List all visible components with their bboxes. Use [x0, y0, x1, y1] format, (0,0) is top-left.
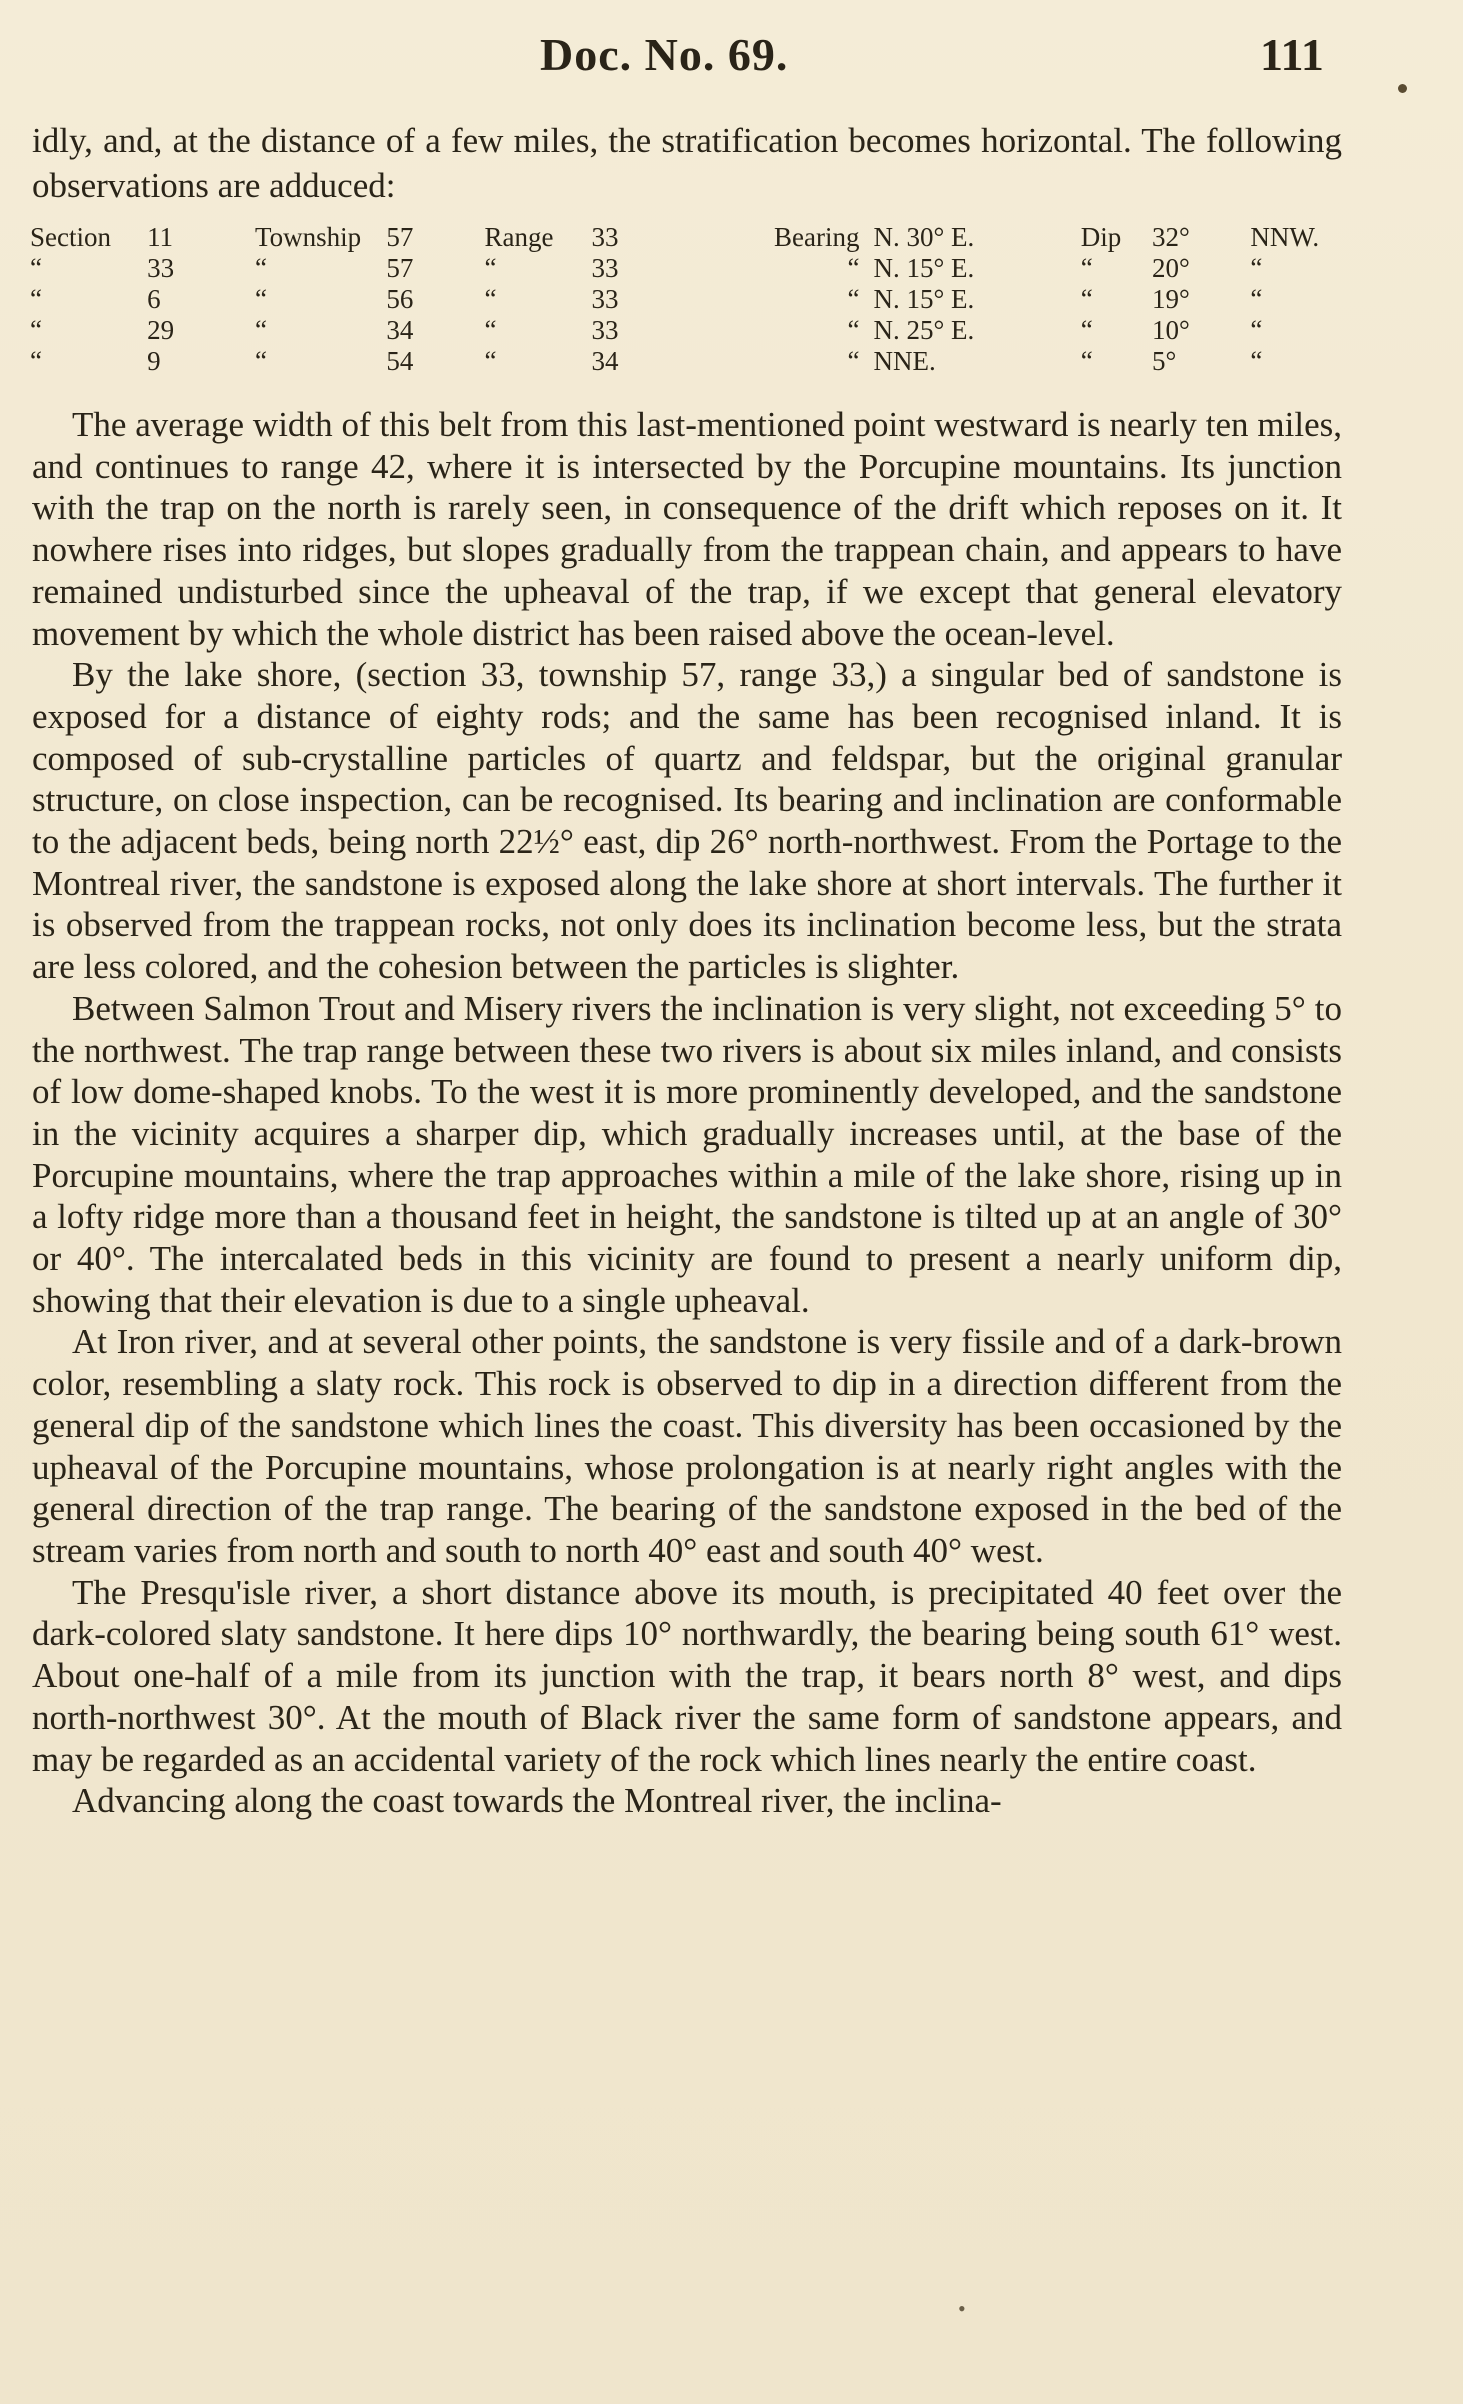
section-label: Section [30, 222, 111, 252]
bearing-value: N. 30° E. [873, 222, 975, 252]
dip-value: 5° [1151, 346, 1177, 376]
dip-direction: “ [1250, 284, 1263, 314]
section-value: 29 [147, 315, 175, 345]
section-label: “ [30, 253, 42, 283]
section-value: 11 [147, 222, 174, 252]
section-value: 33 [147, 253, 175, 283]
township-value: 54 [386, 346, 414, 376]
dip-direction: NNW. [1250, 222, 1320, 252]
dip-label: “ [1080, 346, 1093, 376]
page-header [0, 22, 1463, 92]
dip-value: 20° [1151, 253, 1190, 283]
bearing-label: “ [847, 284, 860, 314]
table-row [30, 253, 1340, 284]
township-label: Township [254, 222, 362, 252]
page-number: 111 [1260, 29, 1324, 80]
dip-label: “ [1080, 253, 1093, 283]
bearing-label: “ [847, 253, 860, 283]
dip-value: 10° [1151, 315, 1190, 345]
section-value: 9 [147, 346, 161, 376]
bearing-label: “ [847, 315, 860, 345]
bearing-value: N. 25° E. [873, 315, 975, 345]
dip-direction: “ [1250, 253, 1263, 283]
body-text [32, 404, 1342, 1822]
range-label: “ [484, 346, 497, 376]
bearing-label: Bearing [774, 222, 860, 252]
paragraph: Between Salmon Trout and Misery rivers the inclination is very slight, not exceeding 5° to the northwest. The trap range between these two rivers is about six miles inland, and consists of low dome-shaped knobs. To the west it is more prominently developed, and the sandstone in the vicinity acquires a sharper dip, which gradually increases until, at the base of the Porcupine mountains, where the trap approaches within a mile of the lake shore, rising up in a lofty ridge more than a thousand feet in height, the sandstone is tilted up at an angle of 30° or 40°. The intercalated beds in this vicinity are found to present a nearly uniform dip, showing that their elevation is due to a single upheaval. [32, 988, 1342, 1320]
footer-mark: • [958, 2296, 966, 2321]
township-value: 57 [386, 253, 414, 283]
paragraph: At Iron river, and at several other points, the sandstone is very fissile and of a dark-brown color, resembling a slaty rock. This rock is observed to dip in a direction different from the general dip of the sandstone which lines the coast. This diversity has been occasioned by the upheaval of the Porcupine mountains, whose prolongation is at nearly right angles with the general direction of the trap range. The bearing of the sandstone exposed in the bed of the stream varies from north and south to north 40° east and south 40° west. [32, 1322, 1342, 1570]
dip-label: Dip [1080, 222, 1122, 252]
bearing-value: N. 15° E. [873, 253, 975, 283]
section-value: 6 [147, 284, 161, 314]
table-row [30, 315, 1340, 346]
table-row [30, 284, 1340, 315]
range-value: 33 [591, 222, 619, 252]
bearing-value: NNE. [873, 346, 936, 376]
township-label: “ [254, 253, 267, 283]
dip-label: “ [1080, 284, 1093, 314]
dip-value: 32° [1151, 222, 1190, 252]
paragraph: Advancing along the coast towards the Montreal river, the inclina- [72, 1781, 1002, 1821]
dip-direction: “ [1250, 346, 1263, 376]
section-label: “ [30, 284, 42, 314]
bearing-value: N. 15° E. [873, 284, 975, 314]
township-label: “ [254, 346, 267, 376]
range-label: “ [484, 253, 497, 283]
dip-value: 19° [1151, 284, 1190, 314]
document-title: Doc. No. 69. [540, 29, 789, 80]
range-label: Range [484, 222, 554, 252]
township-label: “ [254, 284, 267, 314]
paragraph: The average width of this belt from this last-mentioned point westward is nearly ten miles, and continues to range 42, where it is intersected by the Porcupine mountains. Its junction with the trap on the north is rarely seen, in consequence of the drift which reposes on it. It nowhere rises into ridges, but slopes gradually from the trappean chain, and appears to have remained undisturbed since the upheaval of the trap, if we except that general elevatory movement by which the whole district has been raised above the ocean-level. [32, 405, 1342, 653]
table-row [30, 222, 1340, 253]
ink-speck [1398, 84, 1407, 93]
observations-table [30, 222, 1340, 377]
range-label: “ [484, 315, 497, 345]
dip-direction: “ [1250, 315, 1263, 345]
section-label: “ [30, 315, 42, 345]
township-value: 56 [386, 284, 414, 314]
township-label: “ [254, 315, 267, 345]
range-value: 33 [591, 315, 619, 345]
table-row [30, 346, 1340, 377]
bearing-label: “ [847, 346, 860, 376]
range-value: 33 [591, 284, 619, 314]
range-label: “ [484, 284, 497, 314]
township-value: 34 [386, 315, 414, 345]
paragraph: The Presqu'isle river, a short distance above its mouth, is precipitated 40 feet over the dark-colored slaty sandstone. It here dips 10° northwardly, the bearing being south 61° west. About one-half of a mile from its junction with the trap, it bears north 8° west, and dips north-northwest 30°. At the mouth of Black river the same form of sandstone appears, and may be regarded as an accidental variety of the rock which lines nearly the entire coast. [32, 1572, 1342, 1779]
intro-paragraph: idly, and, at the distance of a few miles, the stratification becomes horizontal. The following observations are adduced: [32, 121, 1342, 205]
range-value: 33 [591, 253, 619, 283]
paragraph: By the lake shore, (section 33, township 57, range 33,) a singular bed of sandstone is exposed for a distance of eighty rods; and the same has been recognised inland. It is composed of sub-crystalline particles of quartz and feldspar, but the original granular structure, on close inspection, can be recognised. Its bearing and inclination are conformable to the adjacent beds, being north 22½° east, dip 26° north-northwest. From the Portage to the Montreal river, the sandstone is exposed along the lake shore at short intervals. The further it is observed from the trappean rocks, not only does its inclination become less, but the strata are less colored, and the cohesion between the particles is slighter. [32, 655, 1342, 987]
dip-label: “ [1080, 315, 1093, 345]
township-value: 57 [386, 222, 414, 252]
range-value: 34 [591, 346, 619, 376]
section-label: “ [30, 346, 42, 376]
